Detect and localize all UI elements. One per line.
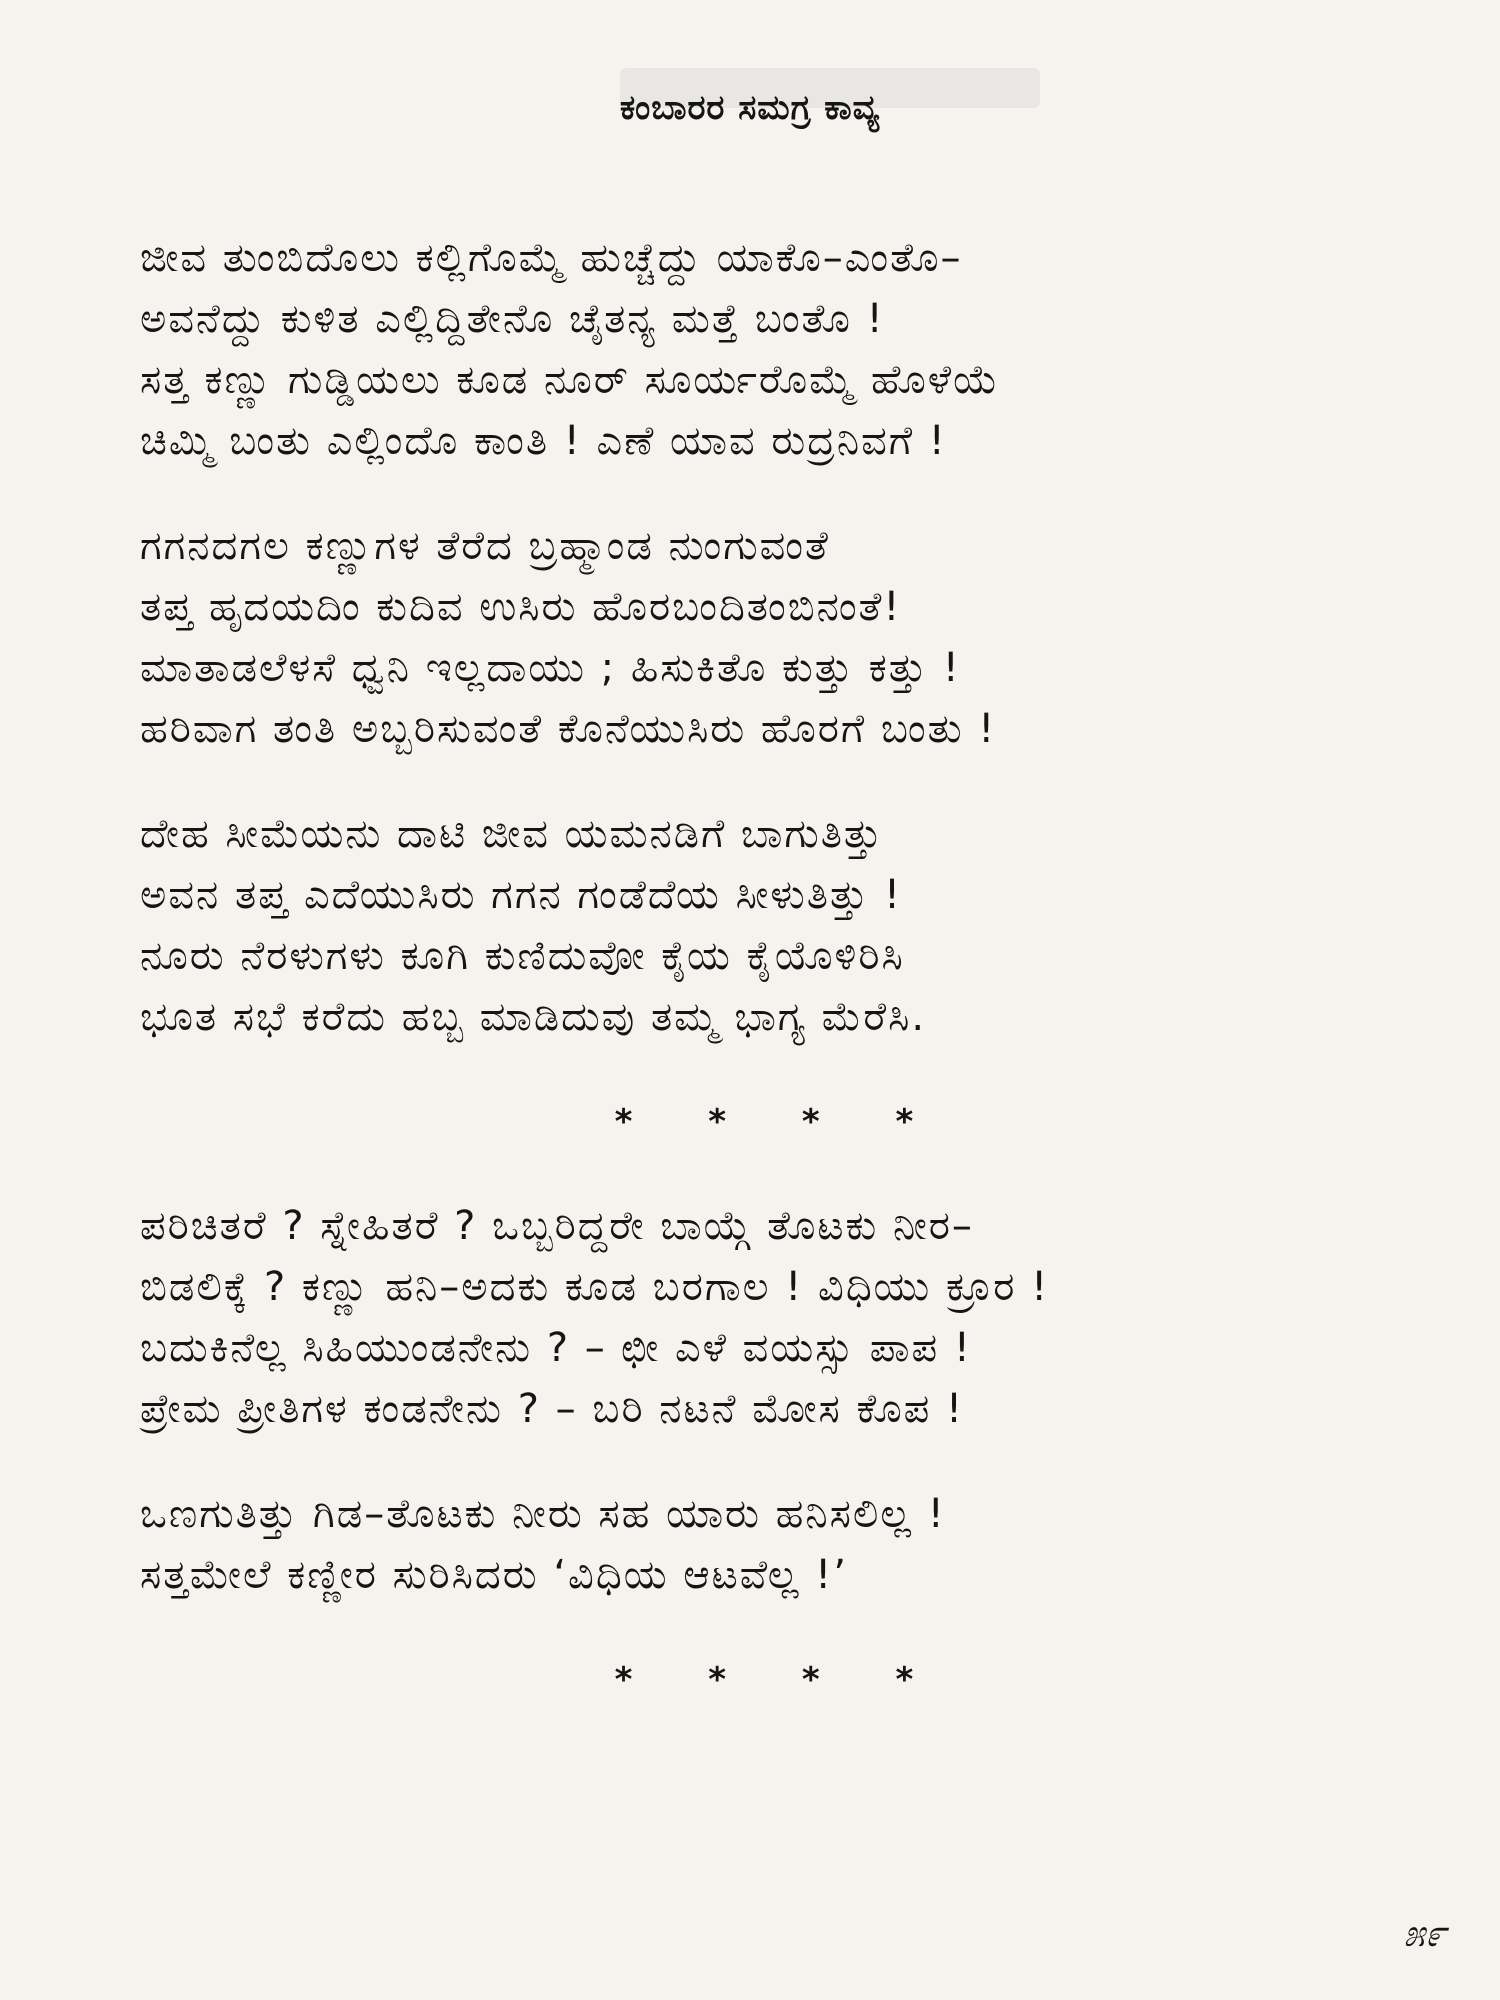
poem-line: ಚಿಮ್ಮಿ ಬಂತು ಎಲ್ಲಿಂದೊ ಕಾಂತಿ ! ಎಣೆ ಯಾವ ರುದ್ರನಿವಗೆ ! (140, 418, 947, 464)
poem-line: ನೂರು ನೆರಳುಗಳು ಕೂಗಿ ಕುಣಿದುವೋ ಕೈಯ ಕೈಯೊಳಿರಿಸಿ (140, 933, 905, 979)
section-separator: * * * * (614, 1102, 946, 1142)
stanza-2 (140, 516, 1420, 760)
poem-line: ಸತ್ತ ಕಣ್ಣು ಗುಡ್ಡಿಯಲು ಕೂಡ ನೂರ್ ಸೂರ್ಯರೊಮ್ಮೆ ಹೊಳೆಯೆ (140, 357, 1000, 403)
poem-line: ಜೀವ ತುಂಬಿದೊಲು ಕಲ್ಲಿಗೊಮ್ಮೆ ಹುಚ್ಚೆದ್ದು ಯಾಕೊ–ಎಂತೊ– (140, 235, 963, 281)
poem-body (140, 228, 1420, 1710)
poem-line: ಹರಿವಾಗ ತಂತಿ ಅಬ್ಬರಿಸುವಂತೆ ಕೊನೆಯುಸಿರು ಹೊರಗೆ ಬಂತು ! (140, 706, 997, 752)
section-separator: * * * * (614, 1660, 946, 1700)
stanza-5 (140, 1484, 1420, 1606)
running-header: ಕಂಬಾರರ ಸಮಗ್ರ ಕಾವ್ಯ (619, 88, 881, 128)
stanza-gap (140, 760, 1420, 804)
stanza-gap (140, 1048, 1420, 1092)
poem-line: ದೇಹ ಸೀಮೆಯನು ದಾಟಿ ಜೀವ ಯಮನಡಿಗೆ ಬಾಗುತಿತ್ತು (140, 811, 884, 857)
poem-line: ಭೂತ ಸಭೆ ಕರೆದು ಹಬ್ಬ ಮಾಡಿದುವು ತಮ್ಮ ಭಾಗ್ಯ ಮೆರೆಸಿ. (140, 994, 927, 1040)
poem-line: ಪ್ರೇಮ ಪ್ರೀತಿಗಳ ಕಂಡನೇನು ? – ಬರಿ ನಟನೆ ಮೋಸ ಕೊಪ ! (140, 1386, 964, 1432)
page-number: ೫೯ (1403, 1911, 1446, 1955)
stanza-gap (140, 1606, 1420, 1650)
poem-line: ಬಿಡಲಿಕ್ಕೆ ? ಕಣ್ಣು ಹನಿ–ಅದಕು ಕೂಡ ಬರಗಾಲ ! ವಿಧಿಯು ಕ್ರೂರ ! (140, 1264, 1050, 1310)
poem-line: ಗಗನದಗಲ ಕಣ್ಣುಗಳ ತೆರೆದ ಬ್ರಹ್ಮಾಂಡ ನುಂಗುವಂತೆ (140, 523, 830, 569)
stanza-3 (140, 804, 1420, 1048)
stanza-gap (140, 472, 1420, 516)
poem-line: ಪರಿಚಿತರೆ ? ಸ್ನೇಹಿತರೆ ? ಒಬ್ಬರಿದ್ದರೇ ಬಾಯ್ಗೆ ತೊಟಕು ನೀರ– (140, 1203, 974, 1249)
poem-line: ಮಾತಾಡಲೆಳಸೆ ಧ್ವನಿ ಇಲ್ಲದಾಯು ; ಹಿಸುಕಿತೊ ಕುತ್ತು ಕತ್ತು ! (140, 645, 961, 691)
stanza-gap (140, 1440, 1420, 1484)
stanza-gap (140, 1152, 1420, 1196)
stanza-4 (140, 1196, 1420, 1440)
poem-line: ಒಣಗುತಿತ್ತು ಗಿಡ–ತೊಟಕು ನೀರು ಸಹ ಯಾರು ಹನಿಸಲಿಲ್ಲ ! (140, 1491, 946, 1537)
poem-line: ಬದುಕಿನೆಲ್ಲ ಸಿಹಿಯುಂಡನೇನು ? – ಛೀ ಎಳೆ ವಯಸ್ಸು ಪಾಪ ! (140, 1325, 972, 1371)
poem-line: ಸತ್ತಮೇಲೆ ಕಣ್ಣೀರ ಸುರಿಸಿದರು ‘ವಿಧಿಯ ಆಟವೆಲ್ಲ !’ (140, 1552, 848, 1598)
poem-line: ಅವನೆದ್ದು ಕುಳಿತ ಎಲ್ಲಿದ್ದಿತೇನೊ ಚೈತನ್ಯ ಮತ್ತೆ ಬಂತೊ ! (140, 296, 885, 342)
poem-line: ತಪ್ತ ಹೃದಯದಿಂ ಕುದಿವ ಉಸಿರು ಹೊರಬಂದಿತಂಬಿನಂತೆ! (140, 584, 902, 630)
stanza-1 (140, 228, 1420, 472)
poem-line: ಅವನ ತಪ್ತ ಎದೆಯುಸಿರು ಗಗನ ಗಂಡೆದೆಯ ಸೀಳುತಿತ್ತು ! (140, 872, 903, 918)
